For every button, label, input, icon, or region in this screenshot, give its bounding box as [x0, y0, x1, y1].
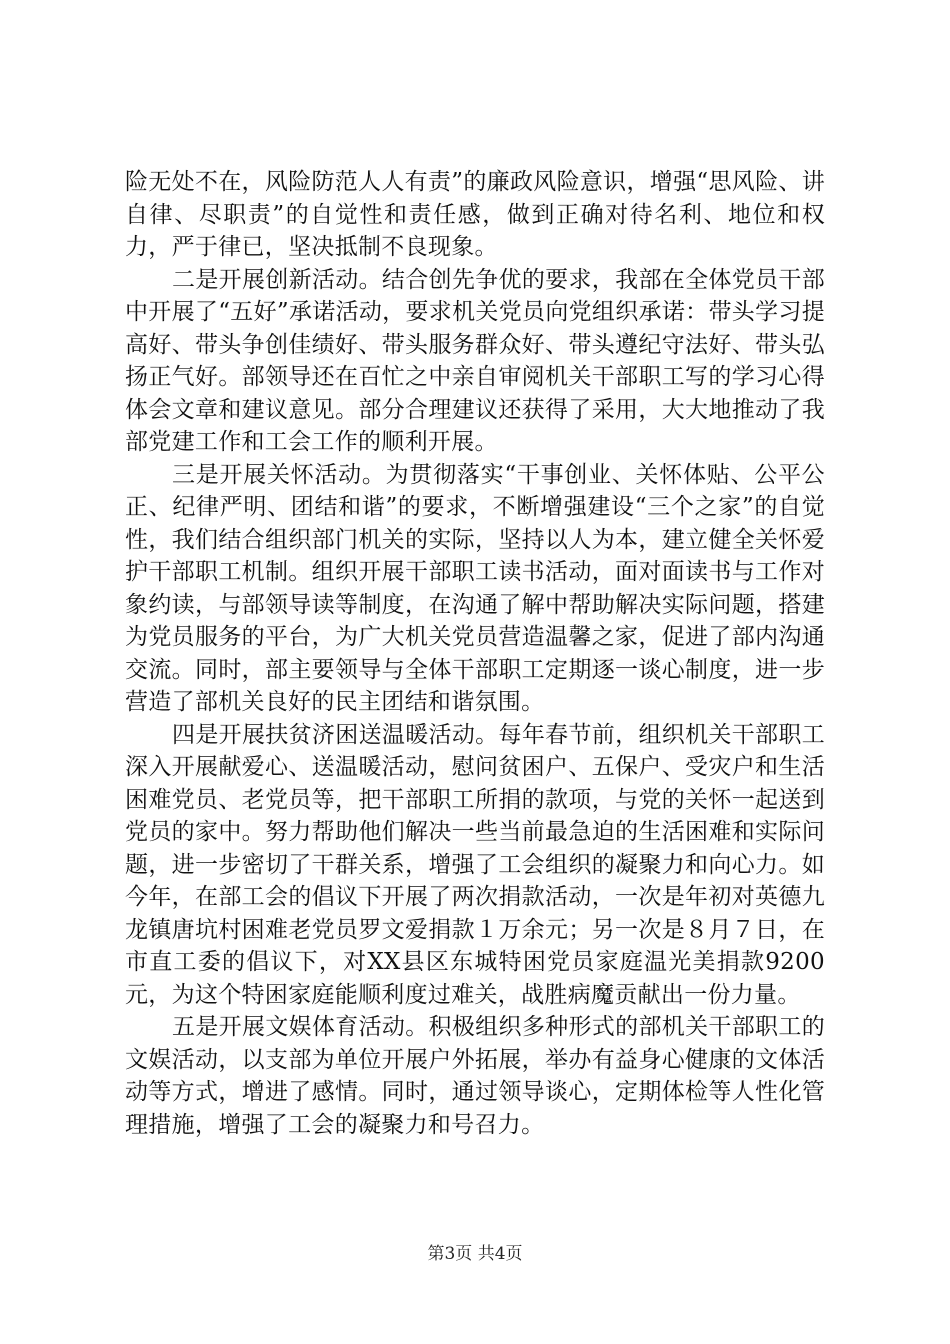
page-number-footer: 第3页 共4页 [427, 1244, 523, 1264]
paragraph-care-activities: 三是开展关怀活动。为贯彻落实“干事创业、关怀体贴、公平公正、纪律严明、团结和谐”的要求，不断增强建设“三个之家”的自觉性，我们结合组织部门机关的实际，坚持以人为本，建立健全关怀爱护干部职工机制。组织开展干部职工读书活动，面对面读书与工作对象约读，与部领导读等制度，在沟通了解中帮助解决实际问题，搭建为党员服务的平台，为广大机关党员营造温馨之家，促进了部内沟通交流。同时，部主要领导与全体干部职工定期逐一谈心制度，进一步营造了部机关良好的民主团结和谐氛围。 [125, 461, 825, 715]
paragraph-continuation: 险无处不在，风险防范人人有责”的廉政风险意识，增强“思风险、讲自律、尽职责”的自觉性和责任感，做到正确对待名利、地位和权力，严于律已，坚决抵制不良现象。 [125, 169, 825, 260]
paragraph-poverty-relief-activities: 四是开展扶贫济困送温暖活动。每年春节前，组织机关干部职工深入开展献爱心、送温暖活动，慰问贫困户、五保户、受灾户和生活困难党员、老党员等，把干部职工所捐的款项，与党的关怀一起送到党员的家中。努力帮助他们解决一些当前最急迫的生活困难和实际问题，进一步密切了干群关系，增强了工会组织的凝聚力和向心力。如今年，在部工会的倡议下开展了两次捐款活动，一次是年初对英德九龙镇唐坑村困难老党员罗文爱捐款１万余元；另一次是８月７日，在市直工委的倡议下，对XX县区东城特困党员家庭温光美捐款9200元，为这个特困家庭能顺利度过难关，战胜病魔贡献出一份力量。 [125, 721, 825, 1008]
document-body [125, 166, 825, 1141]
paragraph-recreation-activities: 五是开展文娱体育活动。积极组织多种形式的部机关干部职工的文娱活动，以支部为单位开展户外拓展，举办有益身心健康的文体活动等方式，增进了感情。同时，通过领导谈心，定期体检等人性化管理措施，增强了工会的凝聚力和号召力。 [125, 1014, 825, 1138]
paragraph-innovation-activities: 二是开展创新活动。结合创先争优的要求，我部在全体党员干部中开展了“五好”承诺活动，要求机关党员向党组织承诺：带头学习提高好、带头争创佳绩好、带头服务群众好、带头遵纪守法好、带头弘扬正气好。部领导还在百忙之中亲自审阅机关干部职工写的学习心得体会文章和建议意见。部分合理建议还获得了采用，大大地推动了我部党建工作和工会工作的顺利开展。 [125, 266, 825, 455]
